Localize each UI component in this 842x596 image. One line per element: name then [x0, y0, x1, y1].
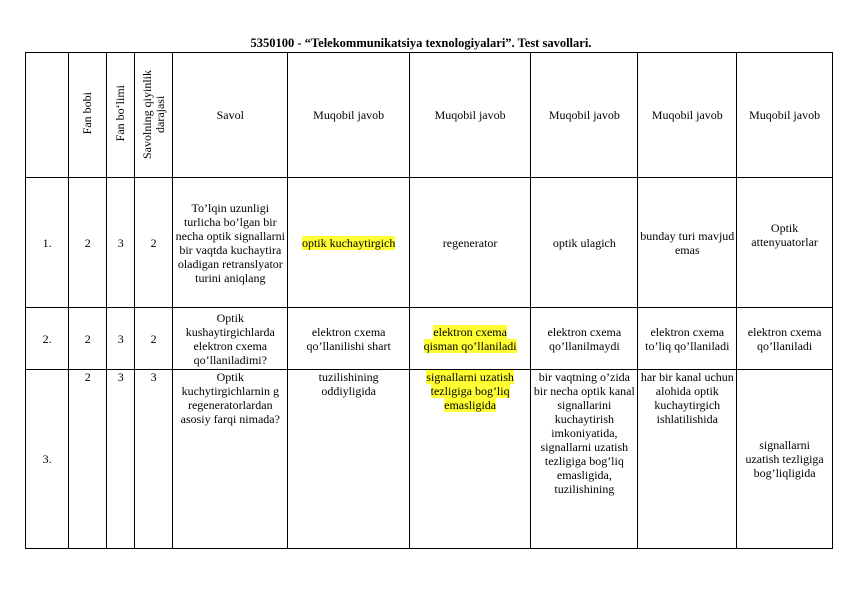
row-number: 1.	[26, 178, 69, 308]
row-answer-3: optik ulagich	[531, 178, 638, 308]
row-number: 3.	[26, 370, 69, 549]
row-difficulty: 2	[135, 178, 173, 308]
header-fan-bobi: Fan bobi	[69, 53, 107, 178]
row-fan-bobi: 2	[69, 308, 107, 370]
header-answer-4: Muqobil javob	[638, 53, 737, 178]
header-difficulty: Savolning qiyinlik darajasi	[135, 53, 173, 178]
row-answer-5: signallarni uzatish tezligiga bog’liqligida	[737, 370, 833, 549]
test-questions-table	[25, 52, 833, 549]
correct-answer-highlight: signallarni uzatish tezligiga bog’liq emasligida	[426, 370, 514, 412]
table-row	[26, 308, 833, 370]
row-answer-4: bunday turi mavjud emas	[638, 178, 737, 308]
row-answer-5: elektron cxema qo’llaniladi	[737, 308, 833, 370]
row-answer-4: elektron cxema to’liq qo’llaniladi	[638, 308, 737, 370]
row-difficulty: 2	[135, 308, 173, 370]
document-title: 5350100 - “Telekommunikatsiya texnologiyalari”. Test savollari.	[250, 36, 592, 50]
row-fan-bolimi: 3	[107, 370, 135, 549]
row-question: Optik kuchytirgichlarnin g regeneratorlardan asosiy farqi nimada?	[173, 370, 288, 549]
table-row	[26, 370, 833, 549]
header-question: Savol	[173, 53, 288, 178]
header-answer-3: Muqobil javob	[531, 53, 638, 178]
row-fan-bolimi: 3	[107, 178, 135, 308]
row-answer-3: bir vaqtning o’zida bir necha optik kanal signallarini kuchaytirish imkoniyatida, signallarni uzatish tezligiga bog’liq emasligida, tuzilishining	[531, 370, 638, 549]
row-answer-2	[409, 370, 530, 549]
row-answer-2: regenerator	[409, 178, 530, 308]
row-number: 2.	[26, 308, 69, 370]
row-answer-5: Optik attenyuatorlar	[737, 178, 833, 308]
row-answer-4: har bir kanal uchun alohida optik kuchaytirgich ishlatilishida	[638, 370, 737, 549]
row-fan-bobi: 2	[69, 370, 107, 549]
header-answer-1: Muqobil javob	[288, 53, 409, 178]
row-question: Optik kushaytirgichlarda elektron cxema qo’llaniladimi?	[173, 308, 288, 370]
row-answer-1	[288, 178, 409, 308]
header-row	[26, 53, 833, 178]
header-answer-5: Muqobil javob	[737, 53, 833, 178]
header-fan-bolimi: Fan bo‘limi	[107, 53, 135, 178]
correct-answer-highlight: elektron cxema qisman qo’llaniladi	[423, 324, 517, 353]
table-row	[26, 178, 833, 308]
header-number	[26, 53, 69, 178]
correct-answer-highlight: optik kuchaytirgich	[301, 235, 396, 250]
row-answer-3: elektron cxema qo’llanilmaydi	[531, 308, 638, 370]
row-difficulty: 3	[135, 370, 173, 549]
row-answer-2	[409, 308, 530, 370]
row-answer-1: tuzilishining oddiyligida	[288, 370, 409, 549]
row-answer-1: elektron cxema qo’llanilishi shart	[288, 308, 409, 370]
row-fan-bobi: 2	[69, 178, 107, 308]
row-fan-bolimi: 3	[107, 308, 135, 370]
row-question: To’lqin uzunligi turlicha bo’lgan bir necha optik signallarni bir vaqtda kuchaytira oladigan retranslyator turini aniqlang	[173, 178, 288, 308]
header-answer-2: Muqobil javob	[409, 53, 530, 178]
